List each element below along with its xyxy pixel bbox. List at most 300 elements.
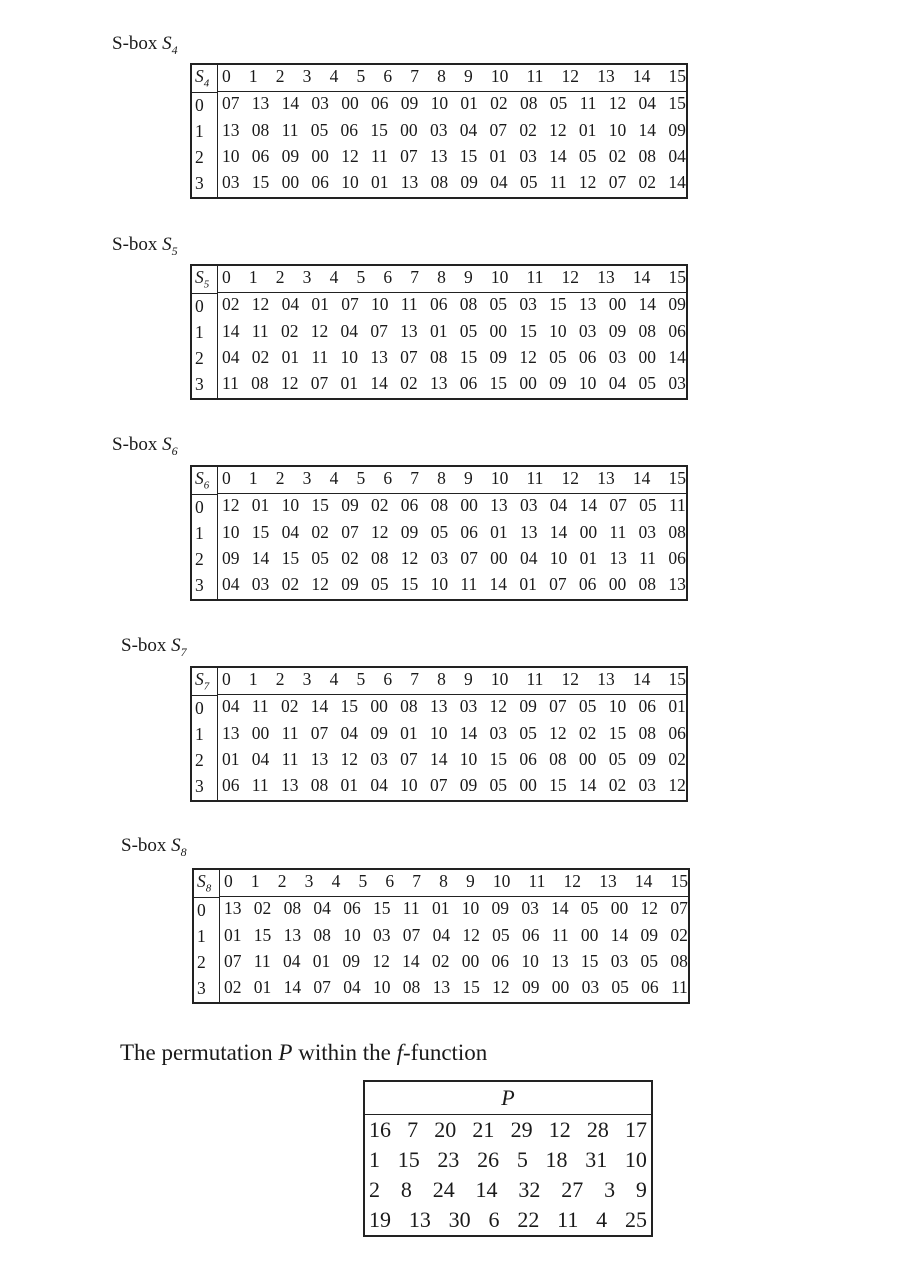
table-cell: 08	[430, 495, 449, 515]
table-cell: 06	[429, 294, 448, 314]
table-cell: 05	[578, 145, 597, 166]
table-row	[191, 346, 687, 372]
table-cell: 13	[400, 320, 418, 341]
table-cell: 00	[608, 294, 627, 314]
table-cell: 13	[370, 346, 388, 367]
table-cell: 02	[431, 950, 450, 971]
table-cell: 09	[370, 722, 388, 743]
table-cell: 14	[251, 547, 270, 568]
table-cell: 12	[640, 898, 659, 918]
caption-text: -function	[403, 1040, 488, 1065]
table-cell: 09	[341, 495, 359, 515]
table-cell: 05	[459, 320, 478, 341]
row-label: 3	[193, 976, 220, 1003]
table-cell: 15	[462, 976, 480, 997]
table-cell: 02	[608, 774, 627, 795]
table-cell: 13	[432, 976, 451, 997]
table-cell: 04	[432, 924, 451, 945]
table-cell: 10	[549, 547, 568, 568]
table-cell: 03	[519, 495, 538, 515]
table-cell: 03	[578, 320, 597, 341]
table-cell: 10	[430, 93, 449, 113]
row-values	[218, 119, 686, 145]
table-cell: 1	[369, 1147, 380, 1172]
table-row	[191, 521, 687, 547]
permutation-table	[363, 1080, 653, 1237]
table-cell: 01	[579, 547, 598, 568]
table-cell: 08	[430, 171, 449, 192]
table-cell: 02	[341, 547, 359, 568]
column-header: 4	[329, 468, 339, 488]
column-header: 4	[331, 871, 341, 891]
column-header: 2	[277, 871, 287, 891]
table-cell: 7	[407, 1117, 419, 1142]
table-cell: 13	[668, 573, 686, 594]
column-header: 2	[275, 669, 285, 689]
table-cell: 15	[459, 346, 478, 367]
column-header: 12	[561, 66, 580, 86]
column-header: 11	[526, 66, 544, 86]
table-cell: 01	[429, 320, 448, 341]
table-cell: 12	[578, 171, 597, 192]
table-cell: 07	[670, 898, 688, 918]
table-cell: 06	[668, 320, 686, 341]
column-header: 3	[302, 66, 312, 86]
table-cell: 07	[460, 547, 478, 568]
table-row	[191, 145, 687, 171]
table-cell: 26	[477, 1147, 500, 1172]
row-values	[218, 748, 686, 774]
table-cell: 01	[312, 950, 331, 971]
table-cell: 12	[372, 950, 390, 971]
table-cell: 02	[224, 976, 242, 997]
table-cell: 14	[459, 722, 478, 743]
sbox-header-row	[191, 265, 687, 293]
table-cell: 12	[370, 521, 389, 542]
column-header: 14	[634, 871, 653, 891]
table-cell: 03	[430, 547, 449, 568]
table-cell: 12	[668, 774, 686, 795]
column-header: 13	[597, 468, 615, 488]
column-header: 5	[356, 267, 366, 287]
column-header: 8	[437, 267, 446, 287]
table-cell: 09	[400, 93, 419, 113]
table-cell: 12	[462, 924, 480, 945]
table-cell: 06	[491, 950, 510, 971]
row-label: 2	[191, 748, 218, 774]
table-cell: 13	[429, 696, 448, 716]
table-cell: 02	[608, 145, 627, 166]
table-cell: 00	[490, 547, 508, 568]
table-cell: 02	[222, 294, 240, 314]
sbox-title-prefix: S-box	[112, 33, 163, 54]
table-cell: 00	[370, 696, 388, 716]
table-cell: 04	[608, 372, 627, 393]
table-cell: 11	[668, 495, 686, 515]
table-cell: 11	[551, 924, 569, 945]
table-cell: 00	[580, 924, 599, 945]
row-values	[218, 695, 686, 721]
table-cell: 08	[251, 372, 269, 393]
table-cell: 00	[519, 372, 537, 393]
column-header: 4	[329, 669, 339, 689]
table-row	[191, 320, 687, 346]
table-cell: 14	[370, 372, 388, 393]
table-cell: 01	[400, 722, 418, 743]
table-cell: 15	[251, 521, 270, 542]
table-cell: 06	[521, 924, 540, 945]
column-header: 4	[329, 267, 339, 287]
table-cell: 12	[400, 547, 419, 568]
table-cell: 10	[608, 119, 627, 140]
table-cell: 06	[459, 372, 478, 393]
table-cell: 15	[400, 573, 419, 594]
table-cell: 12	[311, 573, 329, 594]
table-cell: 03	[251, 573, 270, 594]
table-cell: 13	[429, 145, 448, 166]
table-cell: 08	[283, 898, 302, 918]
table-cell: 05	[639, 495, 657, 515]
table-cell: 11	[281, 748, 299, 769]
column-header: 7	[410, 267, 419, 287]
table-cell: 14	[578, 774, 597, 795]
column-header: 8	[437, 468, 446, 488]
table-cell: 13	[490, 495, 508, 515]
table-cell: 02	[370, 495, 389, 515]
table-cell: 06	[370, 93, 389, 113]
table-cell: 3	[604, 1177, 616, 1202]
table-cell: 09	[342, 950, 361, 971]
table-cell: 13	[519, 521, 538, 542]
row-label: 1	[193, 924, 220, 950]
table-cell: 12	[251, 294, 270, 314]
column-header: 13	[597, 66, 615, 86]
table-cell: 06	[400, 495, 419, 515]
row-label: 1	[191, 320, 218, 346]
column-header: 9	[464, 468, 473, 488]
table-cell: 14	[668, 171, 686, 192]
column-header: 12	[561, 669, 580, 689]
table-cell: 11	[639, 547, 657, 568]
table-cell: 11	[311, 346, 329, 367]
table-cell: 17	[624, 1117, 647, 1142]
table-cell: 08	[638, 145, 657, 166]
column-header: 3	[302, 468, 312, 488]
column-header: 10	[490, 267, 509, 287]
table-cell: 10	[429, 722, 448, 743]
sbox-corner-label: $S_5$	[191, 265, 218, 293]
table-cell: 01	[578, 119, 597, 140]
sbox-title	[112, 434, 178, 459]
table-cell: 05	[549, 93, 568, 113]
table-cell: 12	[222, 495, 240, 515]
row-values	[218, 372, 686, 398]
table-cell: 12	[549, 722, 567, 743]
row-values	[218, 293, 686, 319]
table-cell: 13	[310, 748, 329, 769]
table-cell: 27	[561, 1177, 584, 1202]
table-cell: 14	[549, 521, 568, 542]
table-cell: 07	[310, 372, 329, 393]
table-cell: 31	[585, 1147, 608, 1172]
table-cell: 01	[340, 372, 359, 393]
column-header: 14	[632, 66, 651, 86]
table-cell: 06	[222, 774, 240, 795]
table-cell: 04	[668, 145, 686, 166]
column-header: 8	[439, 871, 448, 891]
table-cell: 13	[400, 171, 419, 192]
table-cell: 07	[400, 346, 418, 367]
row-label: 3	[191, 171, 218, 198]
column-header: 3	[302, 267, 312, 287]
table-cell: 12	[519, 346, 537, 367]
table-row	[191, 774, 687, 801]
sbox-symbol: S	[171, 835, 181, 856]
table-cell: 14	[475, 1177, 498, 1202]
row-label: 2	[191, 145, 218, 171]
table-cell: 14	[429, 748, 448, 769]
table-cell: 05	[640, 950, 659, 971]
table-cell: 13	[283, 924, 302, 945]
table-cell: 15	[340, 696, 359, 716]
column-header: 15	[668, 66, 686, 86]
table-cell: 03	[519, 145, 537, 166]
table-cell: 13	[222, 722, 240, 743]
column-header: 8	[437, 669, 446, 689]
table-cell: 13	[408, 1207, 431, 1232]
table-row	[364, 1115, 652, 1146]
table-cell: 14	[402, 950, 420, 971]
row-values	[220, 976, 688, 1002]
table-cell: 07	[313, 976, 331, 997]
table-row	[191, 695, 687, 722]
column-header: 1	[250, 871, 260, 891]
table-cell: 02	[281, 573, 300, 594]
table-cell: 10	[343, 924, 361, 945]
table-cell: 02	[251, 346, 270, 367]
table-cell: 19	[369, 1207, 391, 1232]
table-row	[191, 494, 687, 521]
table-cell: 02	[253, 898, 272, 918]
table-cell: 09	[222, 547, 240, 568]
column-header: 10	[490, 468, 509, 488]
table-cell: 02	[280, 320, 299, 341]
column-header: 6	[385, 871, 395, 891]
table-cell: 05	[638, 372, 657, 393]
table-cell: 8	[400, 1177, 412, 1202]
caption-text: within the	[292, 1040, 397, 1065]
sbox-column-headers	[220, 870, 688, 897]
sbox-header-row	[191, 667, 687, 695]
sbox-corner-label: $S_4$	[191, 64, 218, 92]
table-cell: 03	[610, 950, 629, 971]
table-cell: 03	[581, 976, 600, 997]
table-cell: 03	[459, 696, 478, 716]
column-header: 14	[632, 669, 651, 689]
table-cell: 11	[251, 774, 269, 795]
row-label: 3	[191, 774, 218, 801]
column-header: 11	[526, 468, 544, 488]
table-cell: 09	[668, 294, 686, 314]
row-values	[218, 145, 686, 171]
column-header: 3	[302, 669, 312, 689]
table-cell: 08	[459, 294, 478, 314]
table-cell: 5	[516, 1147, 528, 1172]
table-cell: 15	[580, 950, 599, 971]
column-header: 6	[383, 66, 393, 86]
row-values	[220, 924, 688, 950]
table-row	[191, 722, 687, 748]
table-cell: 01	[340, 774, 359, 795]
table-cell: 10	[222, 521, 240, 542]
table-cell: 9	[635, 1177, 647, 1202]
sbox-title-prefix: S-box	[112, 234, 163, 255]
sbox-header-row	[191, 466, 687, 494]
table-cell: 05	[578, 696, 597, 716]
table-cell: 09	[281, 145, 300, 166]
table-cell: 11	[557, 1207, 579, 1232]
table-cell: 06	[343, 898, 361, 918]
table-cell: 07	[429, 774, 448, 795]
table-cell: 11	[402, 898, 420, 918]
table-cell: 07	[549, 696, 567, 716]
sbox-title-prefix: S-box	[121, 635, 172, 656]
column-header: 0	[222, 468, 231, 488]
table-cell: 15	[372, 898, 391, 918]
table-cell: 04	[490, 171, 508, 192]
table-cell: 01	[311, 294, 329, 314]
table-cell: 11	[549, 171, 567, 192]
table-cell: 15	[549, 774, 567, 795]
table-cell: 07	[341, 294, 359, 314]
table-cell: 14	[310, 696, 329, 716]
table-row	[193, 976, 689, 1003]
sbox-title-prefix: S-box	[112, 434, 163, 455]
table-cell: 10	[370, 294, 389, 314]
table-cell: 4	[596, 1207, 608, 1232]
sbox-column-headers	[218, 668, 686, 695]
table-cell: 13	[224, 898, 242, 918]
table-cell: 10	[400, 774, 418, 795]
row-values	[218, 494, 686, 520]
table-cell: 04	[222, 573, 240, 594]
table-cell: 00	[489, 320, 508, 341]
table-cell: 05	[370, 573, 389, 594]
row-label: 1	[191, 521, 218, 547]
table-cell: 02	[519, 119, 537, 140]
table-cell: 00	[461, 950, 480, 971]
table-row	[191, 171, 687, 198]
table-cell: 10	[521, 950, 539, 971]
sbox-symbol: S	[171, 635, 181, 656]
table-cell: 10	[340, 346, 359, 367]
row-values	[218, 573, 686, 599]
table-cell: 15	[489, 372, 508, 393]
column-header: 7	[410, 66, 419, 86]
table-cell: 00	[578, 748, 597, 769]
table-cell: 00	[579, 521, 598, 542]
row-label: 0	[191, 92, 218, 119]
table-cell: 08	[310, 774, 329, 795]
row-label: 3	[191, 372, 218, 399]
table-cell: 06	[311, 171, 329, 192]
table-cell: 04	[282, 950, 301, 971]
table-cell: 28	[586, 1117, 609, 1142]
sbox-column-headers	[218, 65, 686, 92]
column-header: 0	[222, 669, 231, 689]
table-cell: 29	[510, 1117, 533, 1142]
table-cell: 03	[521, 898, 539, 918]
table-cell: 06	[251, 145, 270, 166]
row-label: 2	[191, 547, 218, 573]
table-cell: 10	[549, 320, 567, 341]
table-cell: 11	[670, 976, 688, 997]
table-cell: 12	[489, 696, 508, 716]
table-cell: 03	[519, 294, 537, 314]
column-header: 12	[561, 468, 580, 488]
column-header: 2	[275, 267, 285, 287]
table-cell: 05	[310, 119, 329, 140]
row-values	[218, 547, 686, 573]
table-row	[364, 1145, 652, 1175]
row-values	[218, 92, 686, 118]
column-header: 6	[383, 669, 393, 689]
column-header: 7	[412, 871, 421, 891]
table-cell: 08	[313, 924, 331, 945]
table-cell: 04	[638, 93, 657, 113]
table-cell: 08	[549, 748, 567, 769]
table-cell: 01	[370, 171, 389, 192]
table-cell: 07	[400, 145, 418, 166]
table-cell: 30	[448, 1207, 471, 1232]
caption-text: The permutation	[120, 1040, 279, 1065]
sbox-corner-label: $S_7$	[191, 667, 218, 695]
table-cell: 09	[489, 346, 508, 367]
column-header: 9	[466, 871, 475, 891]
sbox-symbol: S	[162, 33, 172, 54]
table-cell: 11	[222, 372, 239, 393]
row-label: 1	[191, 722, 218, 748]
sbox-corner-label: $S_8$	[193, 869, 220, 897]
table-row	[191, 547, 687, 573]
table-cell: 15	[370, 119, 388, 140]
table-row	[191, 748, 687, 774]
table-cell: 24	[432, 1177, 455, 1202]
table-cell: 03	[372, 924, 391, 945]
table-cell: 08	[638, 573, 657, 594]
row-label: 0	[193, 897, 220, 924]
row-values	[218, 722, 686, 748]
permutation-row	[364, 1115, 652, 1146]
table-cell: 07	[222, 93, 240, 113]
table-cell: 18	[545, 1147, 568, 1172]
table-cell: 08	[670, 950, 688, 971]
table-cell: 15	[608, 722, 627, 743]
table-cell: 22	[517, 1207, 540, 1232]
sbox-table	[190, 63, 688, 199]
table-cell: 09	[640, 924, 659, 945]
column-header: 13	[599, 871, 617, 891]
column-header: 13	[597, 669, 615, 689]
table-cell: 05	[489, 774, 508, 795]
table-cell: 15	[668, 93, 686, 113]
sbox-title-prefix: S-box	[121, 835, 172, 856]
table-cell: 09	[668, 119, 686, 140]
sbox-title	[121, 835, 187, 860]
sbox-title	[112, 33, 178, 58]
table-cell: 02	[668, 748, 686, 769]
column-header: 1	[248, 66, 258, 86]
